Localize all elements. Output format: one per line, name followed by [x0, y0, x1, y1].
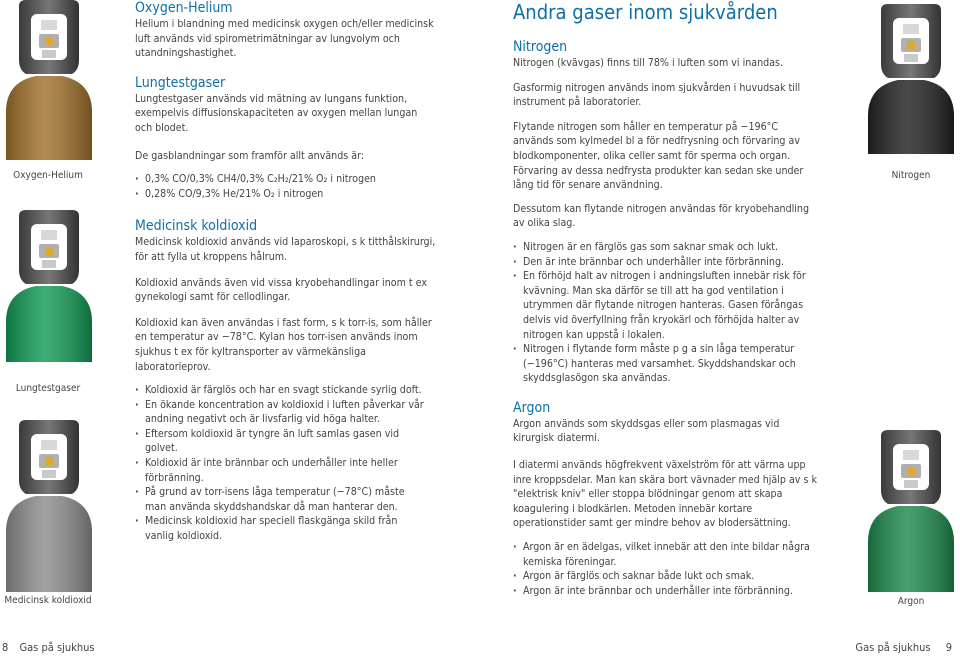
koldioxid-list: [135, 383, 425, 544]
page-number: 8: [2, 641, 9, 654]
list-item: · Eftersom koldioxid är tyngre än luft samlas gasen vid golvet.: [135, 427, 425, 456]
nitrogen-p2: Gasformig nitrogen används inom sjukvården i huvudsak till instrument på laboratorier.: [513, 81, 801, 109]
gas-cylinder-icon: [6, 420, 92, 592]
footer-right: [855, 641, 952, 654]
list-item: · 0,3% CO/0,3% CH4/0,3% C₂H₂/21% O₂ i nitrogen: [135, 172, 445, 187]
cylinder-label: Nitrogen: [891, 170, 931, 181]
list-item: · Nitrogen i flytande form måste p g a sin låga temperatur (−196°C) hanteras med varsamhet. Skyddshandskar och skyddsglasögon ska användas.: [513, 342, 818, 386]
footer-title: Gas på sjukhus: [19, 641, 95, 654]
cylinder-koldioxid: [0, 420, 100, 620]
koldioxid-p2: Koldioxid används även vid vissa kryobehandlingar inom t ex gynekologi samt för cellodlingar.: [135, 276, 427, 304]
nitrogen-p1: Nitrogen (kvävgas) finns till 78% i luften som vi inandas.: [513, 57, 784, 69]
nitrogen-p3: Flytande nitrogen som håller en temperatur på −196°C används som kylmedel bl a för nedfrysning och förvaring av blodkomponenter, olika celler samt för sperma och organ. Förvaring av dessa nedfrysta produkter kan sedan ske under lång tid för senare användning.: [513, 120, 804, 192]
page-number: 9: [945, 641, 952, 654]
cylinder-label: Medicinsk koldioxid: [4, 595, 92, 606]
koldioxid-p3: Koldioxid kan även användas i fast form, s k torr-is, som håller en temperatur av −78°C. Kylan hos torr-isen används inom sjukhus t ex för kyltransporter av värmekänsliga laboratorieprov.: [135, 316, 432, 373]
list-item: · Argon är en ädelgas, vilket innebär att den inte bildar några kemiska föreningar.: [513, 540, 813, 569]
gas-cylinder-icon: [6, 210, 92, 362]
cylinder-label: Lungtestgaser: [15, 383, 81, 394]
list-item: · Medicinsk koldioxid har speciell flaskgänga skild från vanlig koldioxid.: [135, 514, 425, 543]
list-item: · Nitrogen är en färglös gas som saknar smak och lukt.: [513, 240, 818, 255]
list-item: · Den är inte brännbar och underhåller inte förbränning.: [513, 255, 818, 270]
koldioxid-p1: Medicinsk koldioxid används vid laparoskopi, s k titthålskirurgi, för att fylla ut kroppens hålrum.: [135, 236, 436, 263]
right-text-column: [513, 0, 833, 598]
oxygen-helium-text: Helium i blandning med medicinsk oxygen och/eller medicinsk luft används vid spirometrimätningar av lungvolym och utandningshastighet.: [135, 18, 434, 60]
gas-cylinder-icon: [6, 0, 92, 160]
list-item: · Argon är inte brännbar och underhåller inte förbränning.: [513, 584, 813, 599]
cylinder-nitrogen: [862, 0, 960, 190]
gas-cylinder-icon: [868, 430, 954, 592]
oxygen-helium-heading: Oxygen-Helium: [135, 0, 233, 16]
argon-list: [513, 540, 813, 598]
nitrogen-p4: Dessutom kan flytande nitrogen användas för kryobehandling av olika slag.: [513, 202, 810, 230]
lungtestgaser-intro: De gasblandningar som framför allt används är:: [135, 149, 365, 162]
cylinder-label: Argon: [897, 596, 925, 607]
list-item: · Argon är färglös och saknar både lukt och smak.: [513, 569, 813, 584]
page-title: Andra gaser inom sjukvården: [513, 0, 778, 24]
lungtestgaser-list: [135, 172, 445, 201]
lungtestgaser-heading: Lungtestgaser: [135, 74, 226, 91]
koldioxid-heading: Medicinsk koldioxid: [135, 218, 258, 235]
nitrogen-list: [513, 240, 818, 386]
argon-p2: I diatermi används högfrekvent växelström för att värma upp inre kroppsdelar. Man kan skära bort vävnader med hjälp av s k "elektrisk kniv" eller stoppa blödningar genom att skapa koagulering i blodkärlen. Metoden innebär kortare operationstider samt ger mindre behov av blodersättning.: [513, 459, 817, 530]
nitrogen-heading: Nitrogen: [513, 39, 568, 55]
list-item: · En ökande koncentration av koldioxid i luften påverkar vår andning negativt och är livsfarlig vid höga halter.: [135, 398, 425, 427]
argon-p1: Argon används som skyddsgas eller som plasmagas vid kirurgisk diatermi.: [513, 417, 780, 445]
gas-cylinder-icon: [868, 4, 954, 154]
argon-heading: Argon: [513, 399, 551, 416]
footer-left: [2, 641, 95, 654]
cylinder-argon: [862, 430, 960, 620]
cylinder-lungtestgaser: [0, 210, 100, 400]
cylinder-oxygen-helium: [0, 0, 100, 200]
list-item: · Koldioxid är färglös och har en svagt stickande syrlig doft.: [135, 383, 425, 398]
list-item: · Koldioxid är inte brännbar och underhåller inte heller förbränning.: [135, 456, 425, 485]
cylinder-label: Oxygen-Helium: [13, 170, 83, 181]
list-item: · 0,28% CO/9,3% He/21% O₂ i nitrogen: [135, 187, 445, 202]
lungtestgaser-text: Lungtestgaser används vid mätning av lungans funktion, exempelvis diffusionskapaciteten av oxygen mellan lungan och blodet.: [135, 92, 418, 134]
footer-title: Gas på sjukhus: [855, 641, 931, 654]
list-item: · En förhöjd halt av nitrogen i andningsluften innebär risk för kvävning. Man ska därför se till att ha god ventilation i utrymmen där flytande nitrogen hanteras. Gasen förångas delvis vid överfyllning från kryokärl och förhöjda halter av nitrogen kan uppstå i lokalen.: [513, 269, 818, 342]
left-text-column: [135, 0, 445, 544]
list-item: · På grund av torr-isens låga temperatur (−78°C) måste man använda skyddshandskar då man hanterar den.: [135, 485, 425, 514]
